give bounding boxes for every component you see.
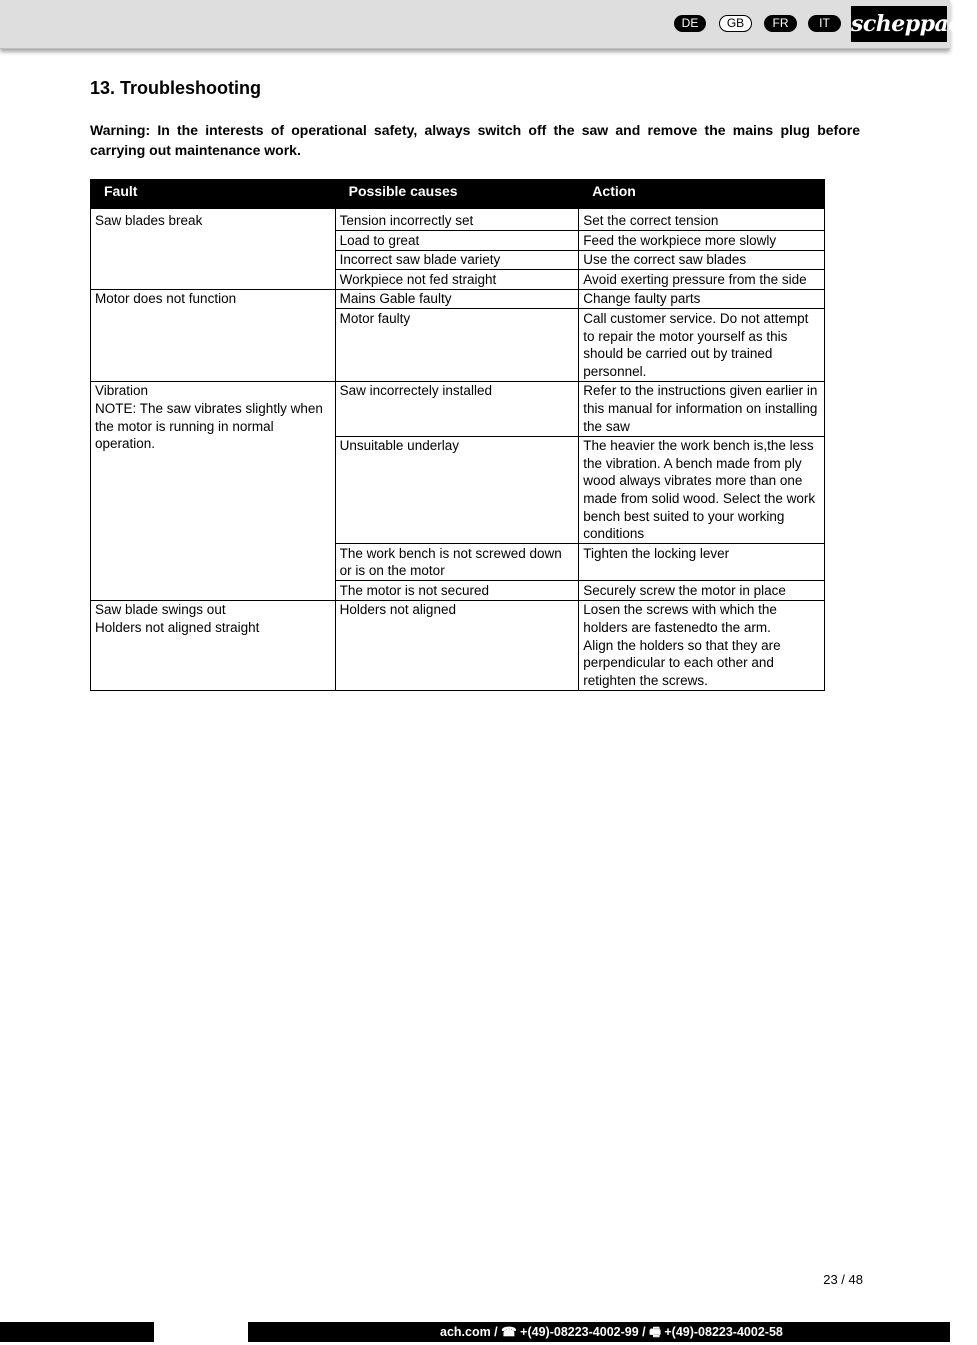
action-cell: Avoid exerting pressure from the side [579,270,825,290]
cause-cell: Workpiece not fed straight [335,270,579,290]
fault-cell: Motor does not function [91,289,336,381]
action-cell: The heavier the work bench is,the less the vibration. A bench made from ply wood always vibrates more than one made from solid wood. Select the work bench best suited to your working conditions [579,436,825,544]
action-cell: Securely screw the motor in place [579,581,825,601]
action-cell: Tighten the locking lever [579,544,825,581]
cause-cell: Mains Gable faulty [335,289,579,309]
action-cell: Change faulty parts [579,289,825,309]
fault-cell: Vibration NOTE: The saw vibrates slightly when the motor is running in normal operation. [91,381,336,600]
header-action: Action [579,180,825,209]
cause-cell: Holders not aligned [335,600,579,690]
header-possible-causes: Possible causes [335,180,579,209]
cause-cell: Motor faulty [335,309,579,381]
action-cell: Set the correct tension [579,209,825,231]
footer-contact: ach.com / ☎ +(49)-08223-4002-99 / 🖷 +(49)-08223-4002-58 [440,1325,783,1339]
header-band [0,0,977,49]
table-body [91,209,825,691]
action-cell: Call customer service. Do not attempt to repair the motor yourself as this should be carried out by trained personnel. [579,309,825,381]
cause-cell: Saw incorrectely installed [335,381,579,436]
table-header-row [91,180,825,209]
action-cell: Losen the screws with which the holders are fastenedto the arm. Align the holders so that they are perpendicular to each other and retighten the screws. [579,600,825,690]
lang-gb: GB [719,15,752,32]
cause-cell: Load to great [335,231,579,251]
cause-cell: The motor is not secured [335,581,579,601]
cause-cell: The work bench is not screwed down or is on the motor [335,544,579,581]
fault-cell: Saw blades break [91,209,336,290]
lang-it: IT [808,15,841,32]
warning-text: Warning: In the interests of operational safety, always switch off the saw and remove the mains plug before carrying out maintenance work. [90,122,860,158]
table-row [91,381,825,436]
table-row [91,600,825,690]
brand-logo: scheppach [851,6,947,42]
fault-cell: Saw blade swings out Holders not aligned straight [91,600,336,690]
action-cell: Feed the workpiece more slowly [579,231,825,251]
lang-fr: FR [764,15,797,32]
action-cell: Refer to the instructions given earlier in this manual for information on installing the saw [579,381,825,436]
section-title: 13. Troubleshooting [90,78,262,98]
cause-cell: Unsuitable underlay [335,436,579,544]
table-row [91,209,825,231]
cause-cell: Incorrect saw blade variety [335,250,579,270]
table-row [91,289,825,309]
footer-bar-left [0,1322,154,1342]
header-fault: Fault [91,180,336,209]
action-cell: Use the correct saw blades [579,250,825,270]
troubleshooting-table [90,179,825,691]
cause-cell: Tension incorrectly set [335,209,579,231]
page-number: 23 / 48 [823,1272,863,1287]
lang-de: DE [674,15,706,32]
